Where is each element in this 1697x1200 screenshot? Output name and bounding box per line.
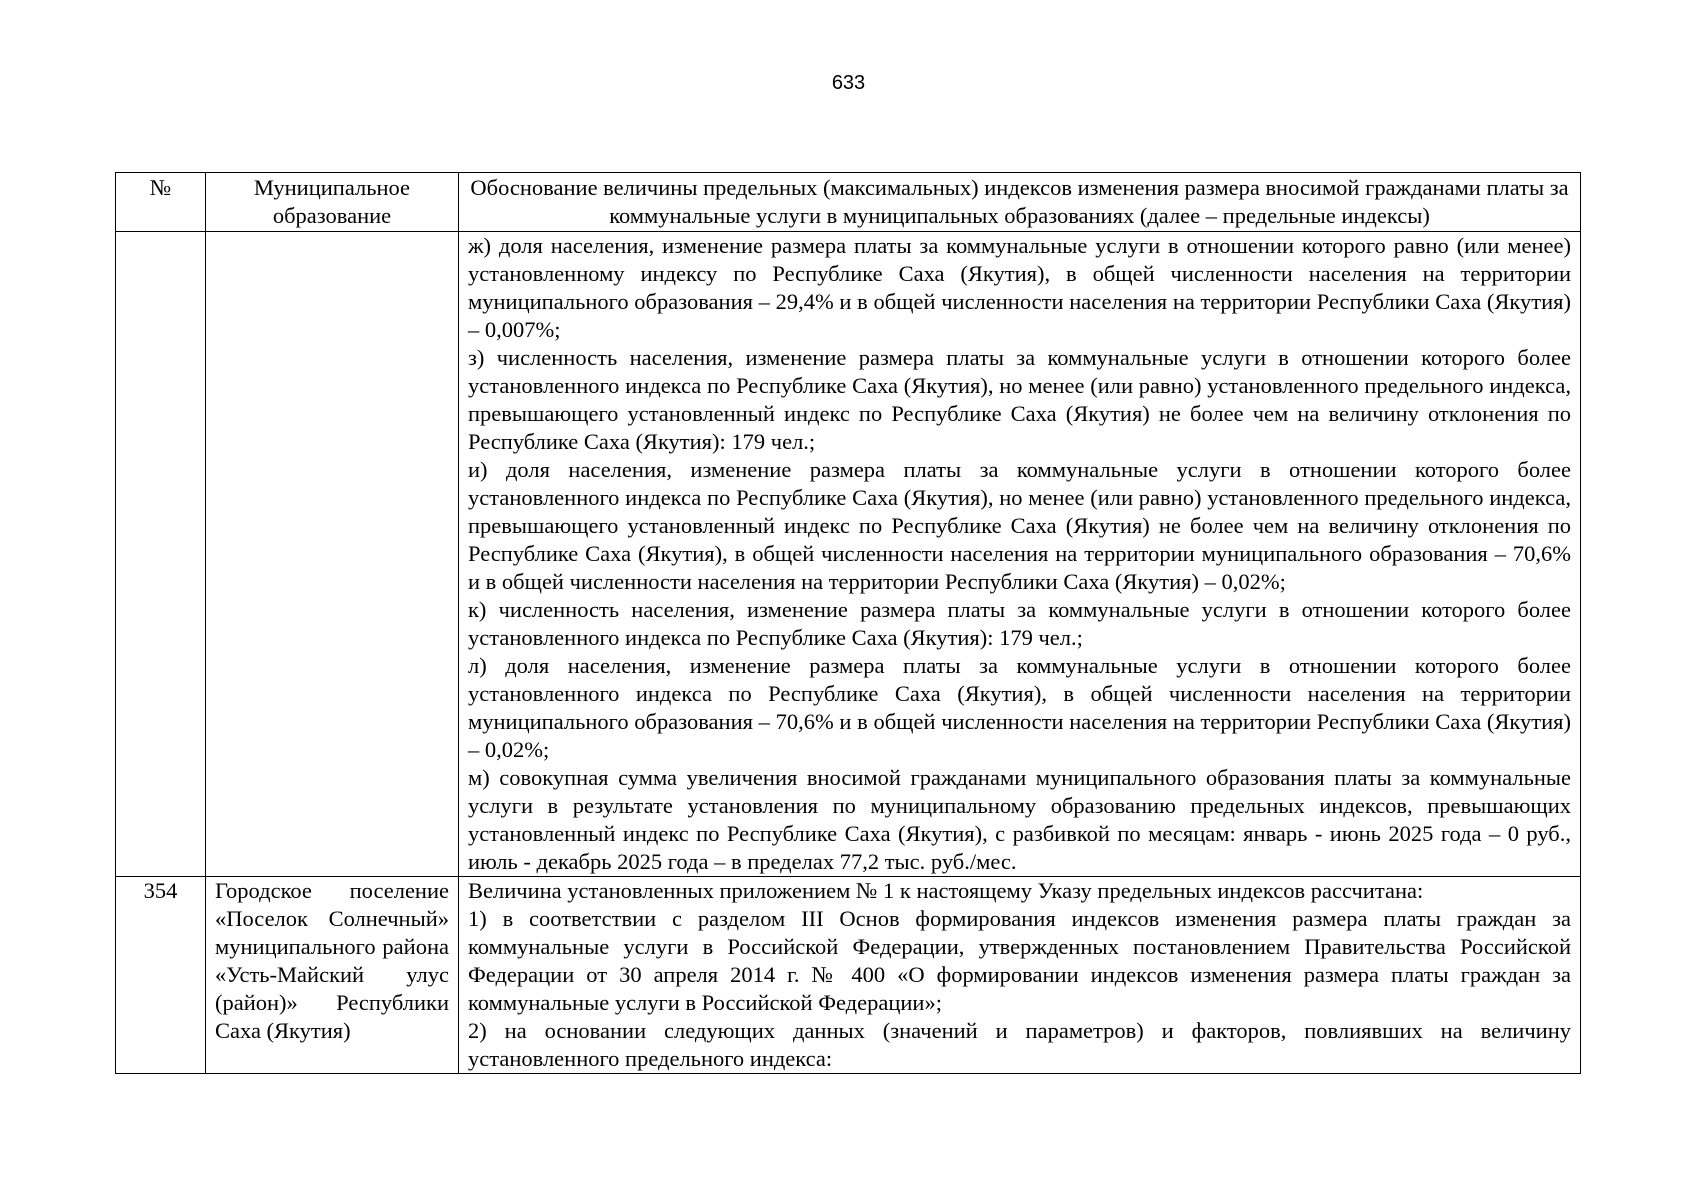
page-number: 633	[831, 72, 866, 94]
row-number: 354	[116, 877, 206, 1074]
row-justification	[459, 877, 1581, 1074]
row-municipality	[206, 877, 459, 1074]
municipality-name: Городское поселение «Поселок Солнечный» муниципального района «Усть-Майский улус (район)» Республики Саха (Якутия)	[215, 878, 449, 1043]
row-justification	[459, 232, 1581, 877]
justification-table	[115, 172, 1581, 1074]
row-number	[116, 232, 206, 877]
paragraph: ж) доля населения, изменение размера платы за коммунальные услуги в отношении которого равно (или менее) установленному индексу по Республике Саха (Якутия), в общей численности населения на территории муниципального образования – 29,4% и в общей численности населения на территории Республики Саха (Якутия) – 0,007%;	[468, 233, 1571, 342]
table-row	[116, 877, 1581, 1074]
paragraph: 1) в соответствии с разделом III Основ формирования индексов изменения размера платы граждан за коммунальные услуги в Российской Федерации, утвержденных постановлением Правительства Российской Федерации от 30 апреля 2014 г. № 400 «О формировании индексов изменения размера платы граждан за коммунальные услуги в Российской Федерации»;	[468, 906, 1571, 1015]
paragraph: 2) на основании следующих данных (значений и параметров) и факторов, повлиявших на величину установленного предельного индекса:	[468, 1018, 1571, 1071]
paragraph: Величина установленных приложением № 1 к настоящему Указу предельных индексов рассчитана:	[468, 878, 1424, 903]
paragraph: к) численность населения, изменение размера платы за коммунальные услуги в отношении которого более установленного индекса по Республике Саха (Якутия): 179 чел.;	[468, 597, 1571, 650]
table-header-row	[116, 173, 1581, 232]
table-row	[116, 232, 1581, 877]
header-municipality: Муниципальное образование	[206, 173, 459, 232]
row-municipality	[206, 232, 459, 877]
header-number: №	[116, 173, 206, 232]
paragraph: л) доля населения, изменение размера платы за коммунальные услуги в отношении которого более установленного индекса по Республике Саха (Якутия), в общей численности населения на территории муниципального образования – 70,6% и в общей численности населения на территории Республики Саха (Якутия) – 0,02%;	[468, 653, 1571, 762]
paragraph: и) доля населения, изменение размера платы за коммунальные услуги в отношении которого более установленного индекса по Республике Саха (Якутия), но менее (или равно) установленного предельного индекса, превышающего установленный индекс по Республике Саха (Якутия) не более чем на величину отклонения по Республике Саха (Якутия), в общей численности населения на территории муниципального образования – 70,6% и в общей численности населения на территории Республики Саха (Якутия) – 0,02%;	[468, 457, 1571, 594]
paragraph: з) численность населения, изменение размера платы за коммунальные услуги в отношении которого более установленного индекса по Республике Саха (Якутия), но менее (или равно) установленного предельного индекса, превышающего установленный индекс по Республике Саха (Якутия) не более чем на величину отклонения по Республике Саха (Якутия): 179 чел.;	[468, 345, 1571, 454]
paragraph: м) совокупная сумма увеличения вносимой гражданами муниципального образования платы за коммунальные услуги в результате установления по муниципальному образованию предельных индексов, превышающих установленный индекс по Республике Саха (Якутия), с разбивкой по месяцам: январь - июнь 2025 года – 0 руб., июль - декабрь 2025 года – в пределах 77,2 тыс. руб./мес.	[468, 765, 1571, 874]
header-justification: Обоснование величины предельных (максимальных) индексов изменения размера вносимой гражданами платы за коммунальные услуги в муниципальных образованиях (далее – предельные индексы)	[459, 173, 1581, 232]
